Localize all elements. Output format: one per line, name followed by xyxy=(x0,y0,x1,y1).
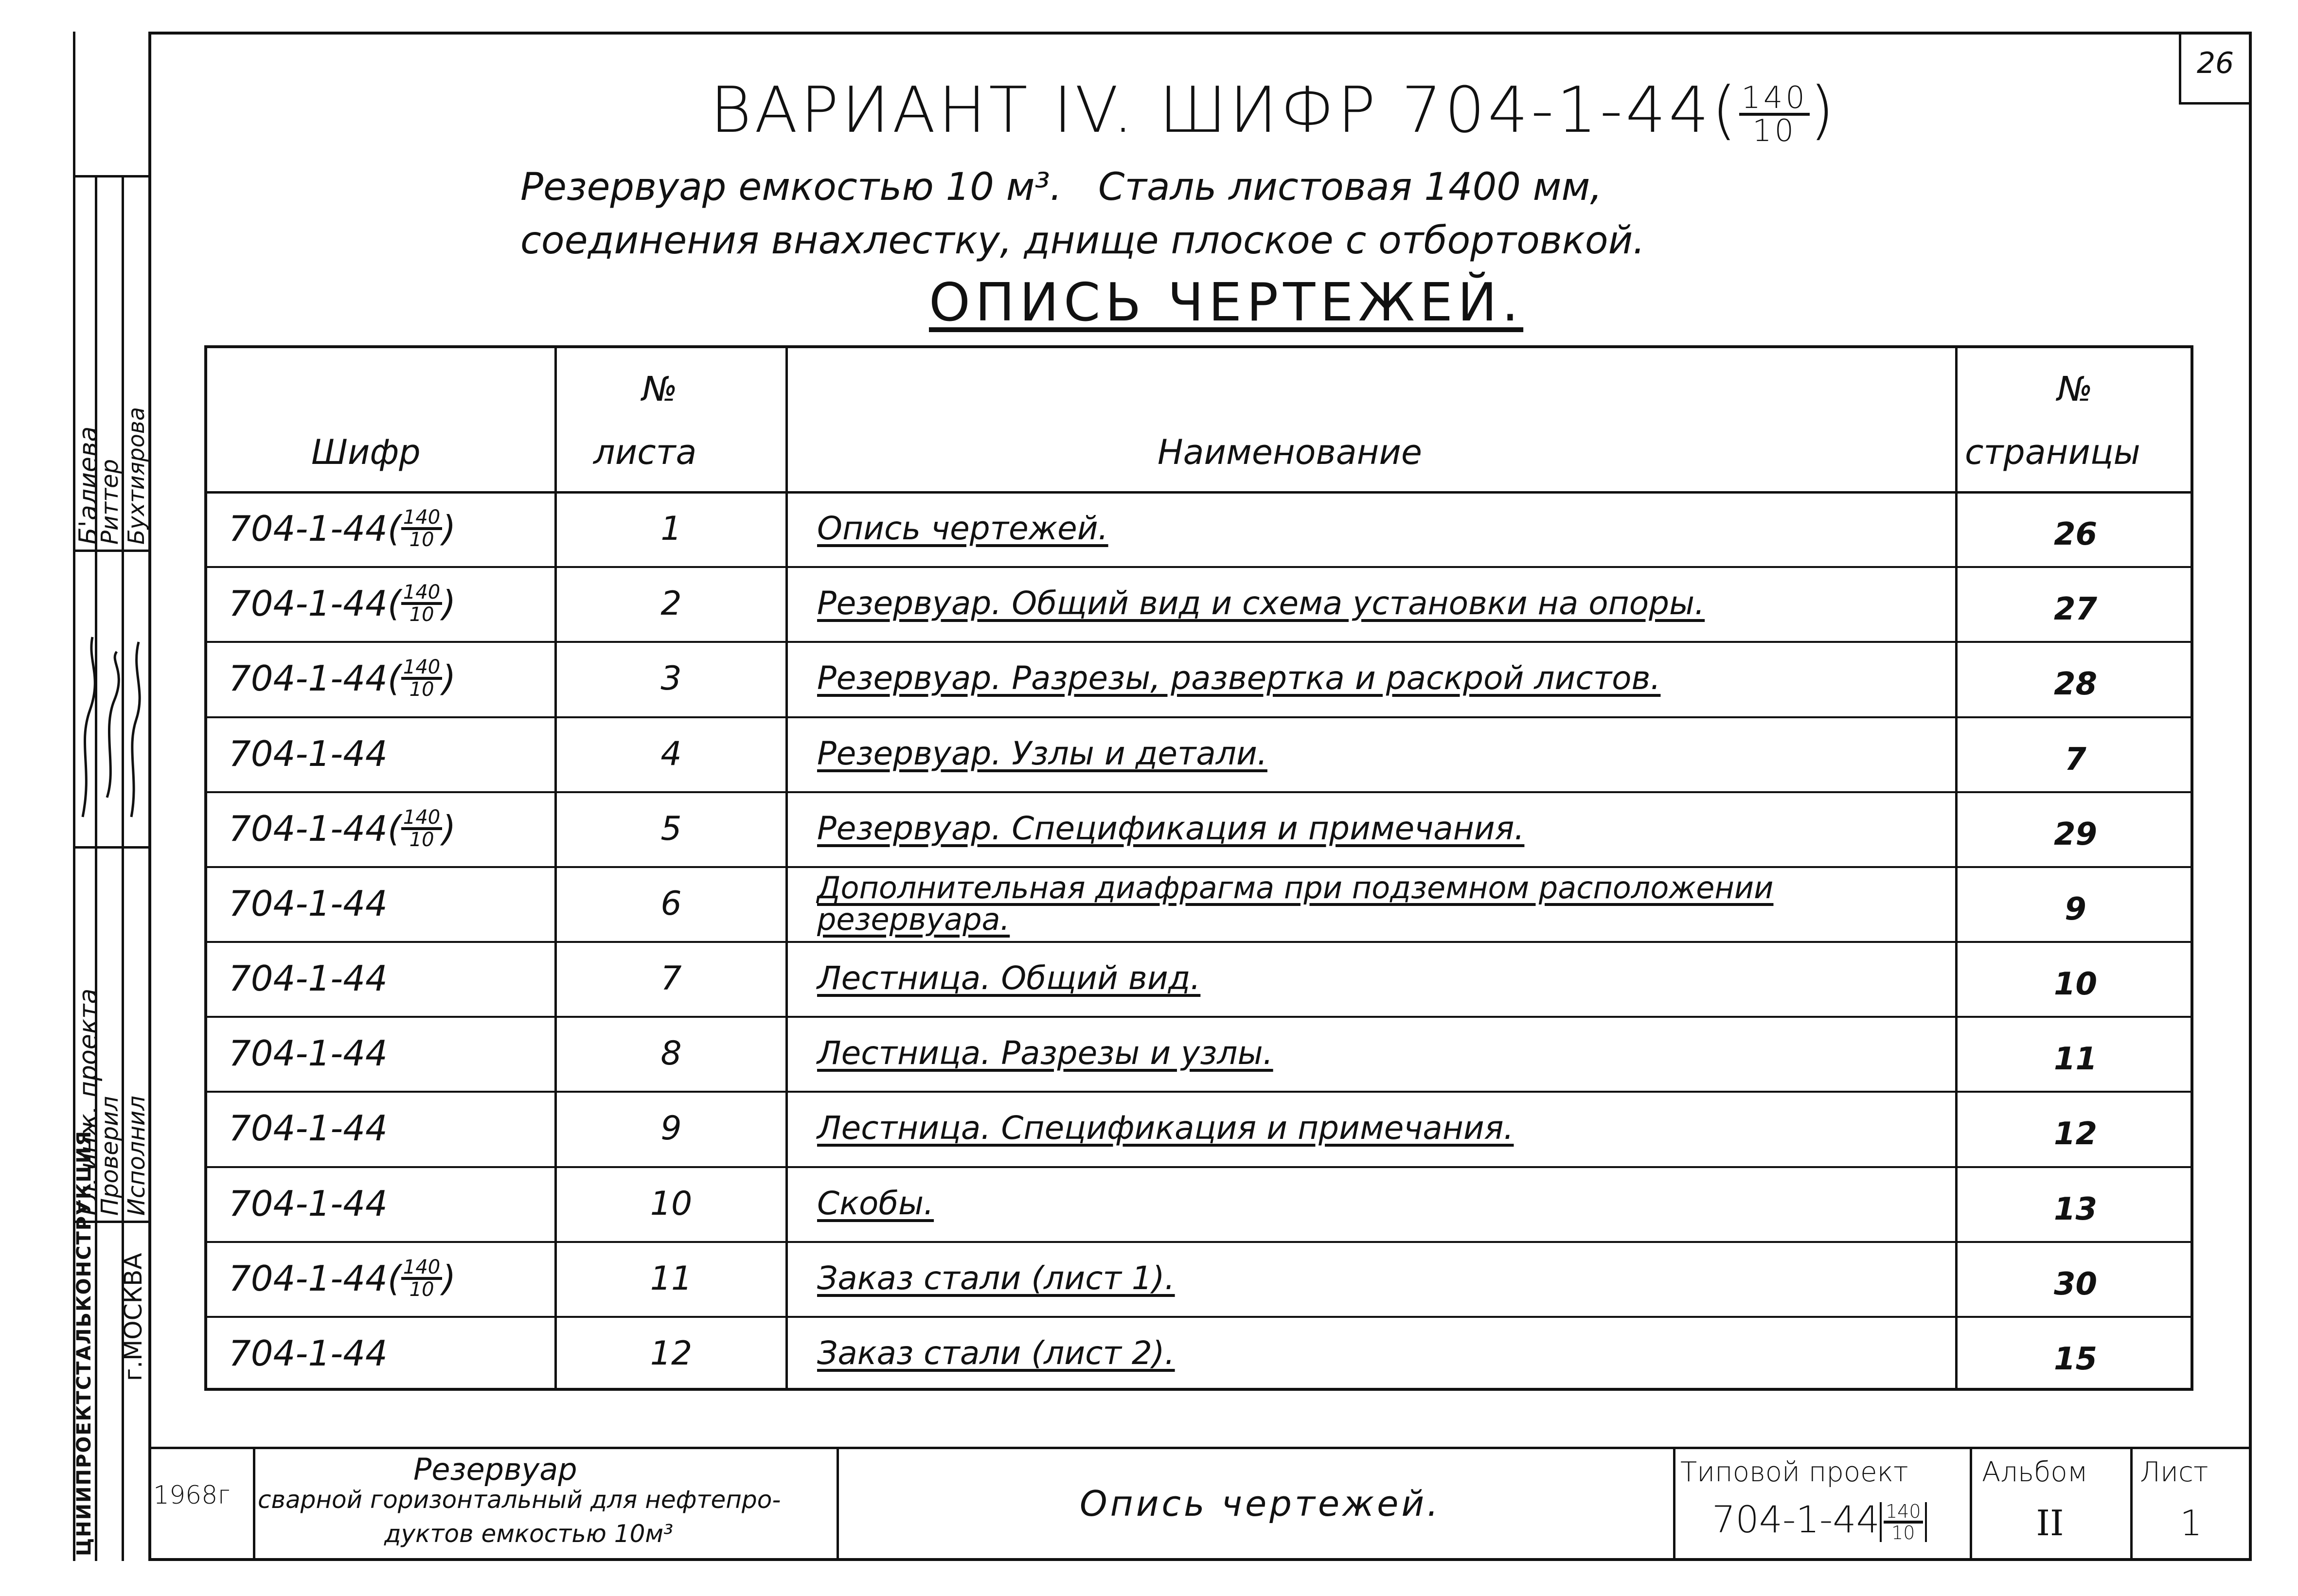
tb-object-line-1: Резервуар xyxy=(413,1452,577,1487)
header-cipher: Шифр xyxy=(311,432,421,472)
table-cell-sheet: 2 xyxy=(660,584,682,623)
cipher-frac-num: 140 xyxy=(401,583,442,605)
table-cell-page: 12 xyxy=(2053,1116,2098,1152)
cipher-paren: ) xyxy=(442,583,456,624)
cipher-fraction xyxy=(401,657,442,699)
table-cell-page: 13 xyxy=(2053,1191,2098,1227)
tb-sheet-value: 1 xyxy=(2180,1503,2202,1543)
table-cell-cipher xyxy=(229,866,388,941)
tb-col xyxy=(1673,1447,1675,1561)
subtitle-line-1: Резервуар емкостью 10 м³. Сталь листовая 1400 мм, xyxy=(520,165,1603,209)
tb-album-value: II xyxy=(2036,1503,2064,1543)
table-cell-page: 27 xyxy=(2053,591,2098,627)
cipher-paren: ( xyxy=(387,808,401,849)
table-cell-cipher xyxy=(229,641,456,716)
cipher-fraction xyxy=(401,808,442,850)
cipher-fraction xyxy=(401,583,442,624)
cipher-frac-num: 140 xyxy=(401,508,442,530)
tb-year: 1968г xyxy=(153,1481,230,1510)
table-cell-name: Резервуар. Разрезы, развертка и раскрой листов. xyxy=(817,659,1661,697)
table-cell-sheet: 8 xyxy=(660,1034,682,1073)
title-paren-open: ( xyxy=(1711,73,1740,147)
table-cell-name: Лестница. Разрезы и узлы. xyxy=(817,1034,1273,1072)
table-cell-name: Скобы. xyxy=(817,1185,934,1223)
table-cell-sheet: 9 xyxy=(660,1109,682,1148)
stamp-org: ЦНИИПРОЕКТСТАЛЬКОНСТРУКЦИЯ xyxy=(73,1130,95,1556)
cipher-code: 704-1-44 xyxy=(229,1033,388,1074)
stamp-name-2: Риттер xyxy=(96,459,124,545)
table-cell-name: Заказ стали (лист 2). xyxy=(817,1334,1175,1372)
cipher-paren: ) xyxy=(442,1258,456,1299)
stamp-line xyxy=(73,550,148,552)
cipher-paren: ( xyxy=(387,658,401,699)
table-cell-page: 26 xyxy=(2053,516,2098,552)
table-cell-page: 10 xyxy=(2053,966,2098,1002)
tb-sheet-label: Лист xyxy=(2140,1456,2209,1488)
title-paren-close: ) xyxy=(1809,73,1837,147)
section-heading: ОПИСЬ ЧЕРТЕЖЕЙ. xyxy=(929,272,1524,333)
table-cell-sheet: 7 xyxy=(660,959,682,998)
title-block-top xyxy=(148,1447,2252,1449)
cipher-code: 704-1-44 xyxy=(229,733,388,774)
cipher-frac-num: 140 xyxy=(401,657,442,680)
table-cell-page: 7 xyxy=(2065,741,2086,778)
stamp-line xyxy=(73,846,148,849)
cipher-code: 704-1-44 xyxy=(229,1333,388,1374)
tb-project-code: 704-1-44 xyxy=(1712,1498,1880,1541)
cipher-paren: ) xyxy=(442,808,456,849)
signatures xyxy=(73,622,148,827)
table-cell-sheet: 3 xyxy=(660,659,682,698)
cipher-code: 704-1-44 xyxy=(229,958,388,999)
cipher-paren: ( xyxy=(387,583,401,624)
table-cell-cipher xyxy=(229,791,456,866)
table-cell-cipher xyxy=(229,716,388,791)
cipher-paren: ( xyxy=(387,508,401,549)
table-col-line xyxy=(785,345,788,1391)
tb-col xyxy=(837,1447,839,1561)
cipher-code: 704-1-44 xyxy=(229,508,388,549)
table-cell-page: 9 xyxy=(2065,891,2086,927)
stamp-city: г.МОСКВА xyxy=(119,1253,147,1381)
title-prefix: ВАРИАНТ IV. ШИФР 704-1-44 xyxy=(710,73,1712,147)
cipher-frac-num: 140 xyxy=(401,1258,442,1280)
header-page-no: № xyxy=(2057,369,2093,409)
table-cell-sheet: 6 xyxy=(660,884,682,923)
table-cell-page: 15 xyxy=(2053,1341,2098,1377)
table-cell-name: Лестница. Общий вид. xyxy=(817,959,1201,997)
table-cell-sheet: 10 xyxy=(650,1184,693,1223)
cipher-frac-den: 10 xyxy=(409,529,434,551)
cipher-code: 704-1-44 xyxy=(229,1258,388,1299)
cipher-frac-num: 140 xyxy=(401,808,442,830)
table-cell-name: Опись чертежей. xyxy=(817,510,1108,548)
table-cell-sheet: 5 xyxy=(660,809,682,848)
table-cell-cipher xyxy=(229,566,456,641)
stamp-role-chief: Гл. инж. проекта xyxy=(74,988,103,1216)
tb-object-line-2: сварной горизонтальный для нефтепро- xyxy=(258,1486,781,1514)
header-page: страницы xyxy=(1965,432,2140,472)
cipher-paren: ) xyxy=(442,658,456,699)
table-cell-name: Дополнительная диафрагма при подземном расположении резервуара. xyxy=(817,869,1774,937)
table-cell-name: Резервуар. Узлы и детали. xyxy=(817,735,1267,773)
cipher-code: 704-1-44 xyxy=(229,883,388,924)
table-cell-page: 29 xyxy=(2053,816,2098,852)
stamp-name-1: Б'алиева xyxy=(74,426,103,545)
table-cell-cipher xyxy=(229,1166,388,1241)
tb-drawing-name: Опись чертежей. xyxy=(1080,1483,1442,1524)
table-cell-cipher xyxy=(229,1016,388,1091)
table-cell-page: 11 xyxy=(2053,1041,2098,1077)
cipher-paren: ) xyxy=(442,508,456,549)
table-cell-cipher xyxy=(229,1316,388,1391)
table-cell-cipher xyxy=(229,941,388,1016)
header-sheet: листа xyxy=(593,432,697,472)
cipher-frac-den: 10 xyxy=(409,1278,434,1301)
table-cell-cipher xyxy=(229,1091,388,1166)
cipher-paren: ( xyxy=(387,1258,401,1299)
title-frac-den: 10 xyxy=(1752,113,1797,149)
table-cell-sheet: 11 xyxy=(650,1259,693,1298)
cipher-code: 704-1-44 xyxy=(229,1108,388,1149)
table-cell-page: 28 xyxy=(2053,666,2098,702)
table-cell-sheet: 12 xyxy=(650,1334,693,1373)
table-cell-cipher xyxy=(229,1241,456,1316)
stamp-role-checked: Проверил xyxy=(96,1096,124,1216)
page-number: 26 xyxy=(2196,46,2234,80)
cipher-fraction xyxy=(401,1258,442,1299)
tb-project-frac-num: 140 xyxy=(1884,1502,1923,1524)
table-cell-page: 30 xyxy=(2053,1266,2098,1302)
cipher-frac-den: 10 xyxy=(409,829,434,851)
page-title xyxy=(710,73,1837,147)
stamp-line xyxy=(73,175,148,177)
cipher-code: 704-1-44 xyxy=(229,658,388,699)
title-frac-num: 140 xyxy=(1739,83,1809,116)
table-cell-name: Резервуар. Спецификация и примечания. xyxy=(817,810,1525,848)
tb-project-code-wrap xyxy=(1712,1498,1927,1542)
table-cell-cipher xyxy=(229,491,456,566)
cipher-code: 704-1-44 xyxy=(229,1183,388,1224)
cipher-code: 704-1-44 xyxy=(229,808,388,849)
cipher-fraction xyxy=(401,508,442,550)
subtitle-line-2: соединения внахлестку, днище плоское с отбортовкой. xyxy=(520,219,1645,263)
stamp-role-executed: Исполнил xyxy=(123,1096,150,1216)
tb-album-label: Альбом xyxy=(1982,1456,2088,1488)
tb-object-line-3: дуктов емкостью 10м³ xyxy=(384,1520,674,1548)
tb-col xyxy=(253,1447,255,1561)
header-sheet-no: № xyxy=(642,369,677,409)
cipher-code: 704-1-44 xyxy=(229,583,388,624)
table-cell-sheet: 4 xyxy=(660,734,682,773)
stamp-name-3: Бухтиярова xyxy=(123,407,149,545)
table-cell-name: Лестница. Спецификация и примечания. xyxy=(817,1109,1514,1147)
cipher-frac-den: 10 xyxy=(409,678,434,701)
tb-project-label: Типовой проект xyxy=(1680,1456,1908,1488)
table-cell-sheet: 1 xyxy=(660,509,682,548)
tb-project-frac-den: 10 xyxy=(1891,1522,1915,1543)
table-cell-name: Заказ стали (лист 1). xyxy=(817,1259,1175,1297)
table-cell-name: Резервуар. Общий вид и схема установки на опоры. xyxy=(817,585,1705,622)
cipher-frac-den: 10 xyxy=(409,603,434,626)
header-name: Наименование xyxy=(1158,432,1422,472)
